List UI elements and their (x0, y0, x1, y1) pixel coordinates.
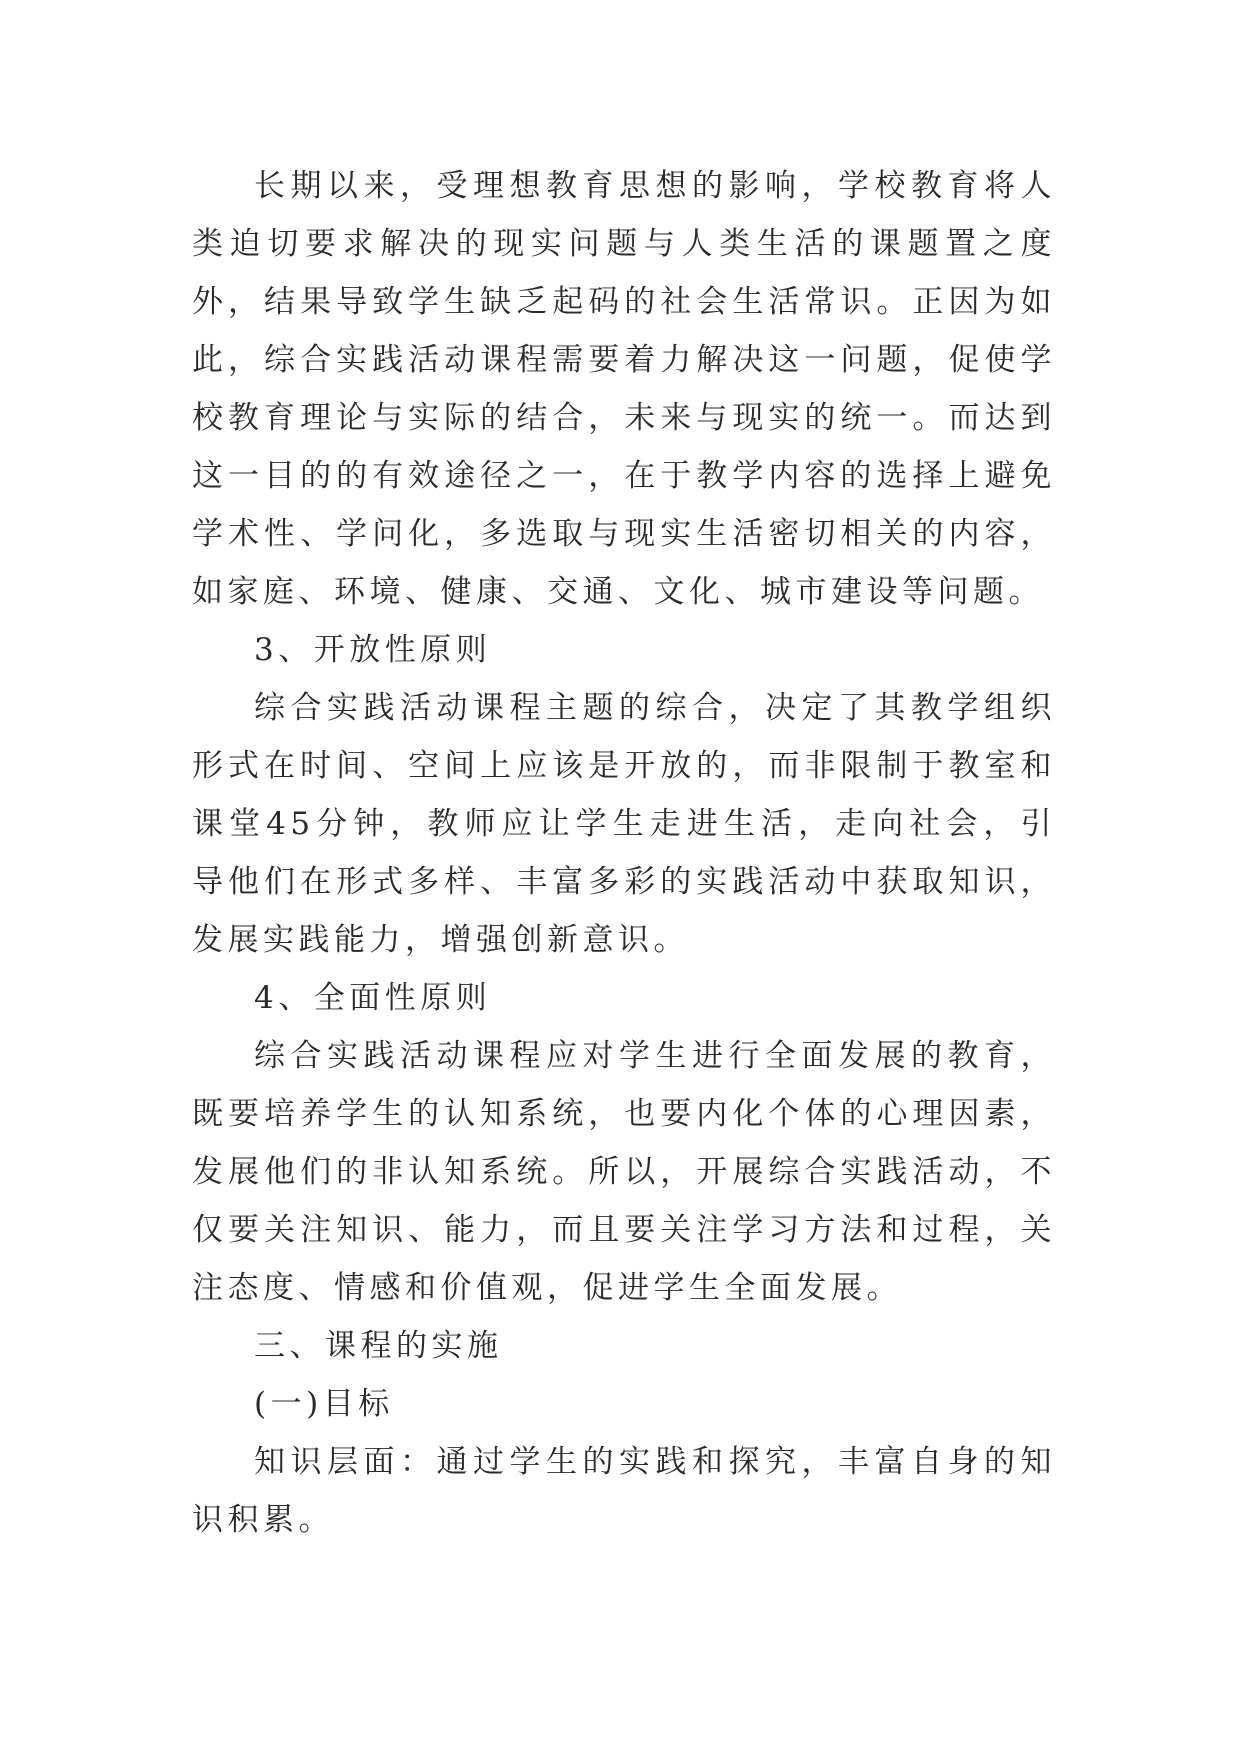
heading-openness-principle: 3、开放性原则 (254, 632, 492, 668)
heading-comprehensiveness-principle: 4、全面性原则 (254, 980, 492, 1016)
paragraph-knowledge-level: 知识层面：通过学生的实践和探究，丰富自身的知识积累。 (192, 1444, 1056, 1538)
paragraph-openness: 综合实践活动课程主题的综合，决定了其教学组织形式在时间、空间上应该是开放的，而非限制于教室和课堂45分钟，教师应让学生走进生活，走向社会，引导他们在形式多样、丰富多彩的实践活动中获取知识，发展实践能力，增强创新意识。 (192, 690, 1056, 958)
document-body (192, 157, 1056, 1549)
paragraph-comprehensiveness: 综合实践活动课程应对学生进行全面发展的教育，既要培养学生的认知系统，也要内化个体的心理因素，发展他们的非认知系统。所以，开展综合实践活动，不仅要关注知识、能力，而且要关注学习方法和过程，关注态度、情感和价值观，促进学生全面发展。 (192, 1038, 1056, 1306)
heading-goals: (一)目标 (254, 1386, 394, 1422)
paragraph-curriculum-reality: 长期以来，受理想教育思想的影响，学校教育将人类迫切要求解决的现实问题与人类生活的课题置之度外，结果导致学生缺乏起码的社会生活常识。正因为如此，综合实践活动课程需要着力解决这一问题，促使学校教育理论与实际的结合，未来与现实的统一。而达到这一目的的有效途径之一，在于教学内容的选择上避免学术性、学问化，多选取与现实生活密切相关的内容，如家庭、环境、健康、交通、文化、城市建设等问题。 (192, 168, 1056, 610)
heading-course-implementation: 三、课程的实施 (254, 1328, 503, 1364)
